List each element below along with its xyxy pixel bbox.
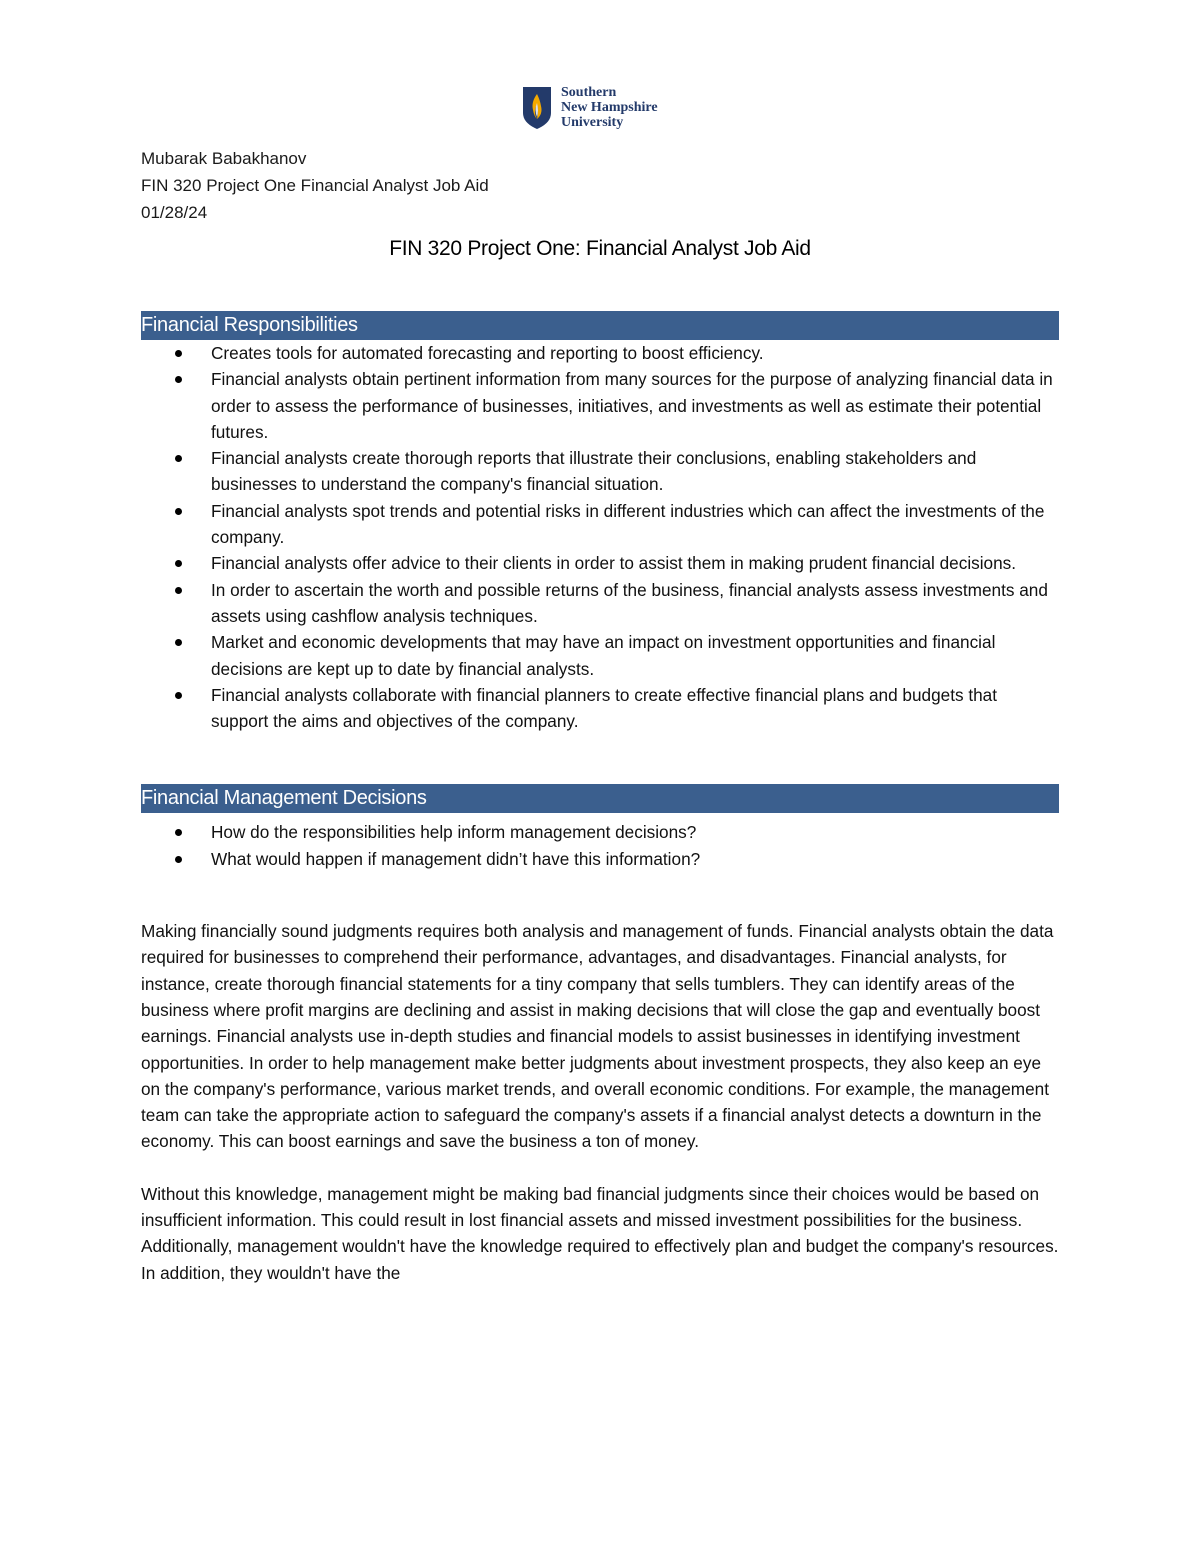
course-line: FIN 320 Project One Financial Analyst Job Aid: [141, 176, 489, 195]
list-item: Financial analysts collaborate with financial planners to create effective financial plans and budgets that support the aims and objectives of the company.: [141, 682, 1059, 735]
document-date: 01/28/24: [141, 203, 208, 222]
list-item: In order to ascertain the worth and possible returns of the business, financial analysts assess investments and assets using cashflow analysis techniques.: [141, 577, 1059, 630]
responsibilities-list: [141, 340, 1059, 734]
bullet-icon: [175, 560, 182, 567]
logo-wordmark: [561, 85, 658, 130]
list-item: How do the responsibilities help inform management decisions?: [141, 819, 1059, 845]
logo-line-1: Southern: [561, 85, 617, 100]
author-name: Mubarak Babakhanov: [141, 149, 307, 168]
bullet-icon: [175, 692, 182, 699]
document-title: FIN 320 Project One: Financial Analyst Job Aid: [389, 237, 811, 260]
list-item: Market and economic developments that may have an impact on investment opportunities and financial decisions are kept up to date by financial analysts.: [141, 629, 1059, 682]
document-body: [141, 145, 1059, 1286]
bullet-icon: [175, 639, 182, 646]
bullet-icon: [175, 856, 182, 863]
snhu-shield-flame-icon: [522, 86, 552, 130]
section-heading-responsibilities: Financial Responsibilities: [141, 311, 1059, 340]
list-item: Financial analysts create thorough reports that illustrate their conclusions, enabling stakeholders and businesses to understand the company's financial situation.: [141, 445, 1059, 498]
list-item: Financial analysts spot trends and potential risks in different industries which can affect the investments of the company.: [141, 498, 1059, 551]
logo-line-3: University: [561, 115, 624, 130]
list-item: What would happen if management didn’t have this information?: [141, 846, 1059, 872]
bullet-icon: [175, 587, 182, 594]
list-item: Creates tools for automated forecasting and reporting to boost efficiency.: [141, 340, 1059, 366]
university-logo: [522, 85, 658, 130]
bullet-icon: [175, 376, 182, 383]
logo-line-2: New Hampshire: [561, 100, 658, 115]
bullet-icon: [175, 508, 182, 515]
body-paragraph-1: Making financially sound judgments requires both analysis and management of funds. Financial analysts obtain the data required for businesses to comprehend their performance, advantages, and disadvantages. Financial analysts, for instance, create thorough financial statements for a tiny company that sells tumblers. They can identify areas of the business where profit margins are declining and assist in making decisions that will close the gap and eventually boost earnings. Financial analysts use in-depth studies and financial models to assist businesses in identifying investment opportunities. In order to help management make better judgments about investment prospects, they also keep an eye on the company's performance, various market trends, and overall economic conditions. For example, the management team can take the appropriate action to safeguard the company's assets if a financial analyst detects a downturn in the economy. This can boost earnings and save the business a ton of money.: [141, 921, 1054, 1152]
body-paragraph-2: Without this knowledge, management might be making bad financial judgments since their choices would be based on insufficient information. This could result in lost financial assets and missed investment possibilities for the business. Additionally, management wouldn't have the knowledge required to effectively plan and budget the company's resources. In addition, they wouldn't have the: [141, 1183, 1059, 1283]
bullet-icon: [175, 829, 182, 836]
section-heading-management: Financial Management Decisions: [141, 784, 1059, 813]
management-questions-list: [141, 819, 1059, 872]
bullet-icon: [175, 350, 182, 357]
list-item: Financial analysts obtain pertinent information from many sources for the purpose of analyzing financial data in order to assess the performance of businesses, initiatives, and investments as well as estimate their potential futures.: [141, 366, 1059, 445]
bullet-icon: [175, 455, 182, 462]
list-item: Financial analysts offer advice to their clients in order to assist them in making prudent financial decisions.: [141, 550, 1059, 576]
